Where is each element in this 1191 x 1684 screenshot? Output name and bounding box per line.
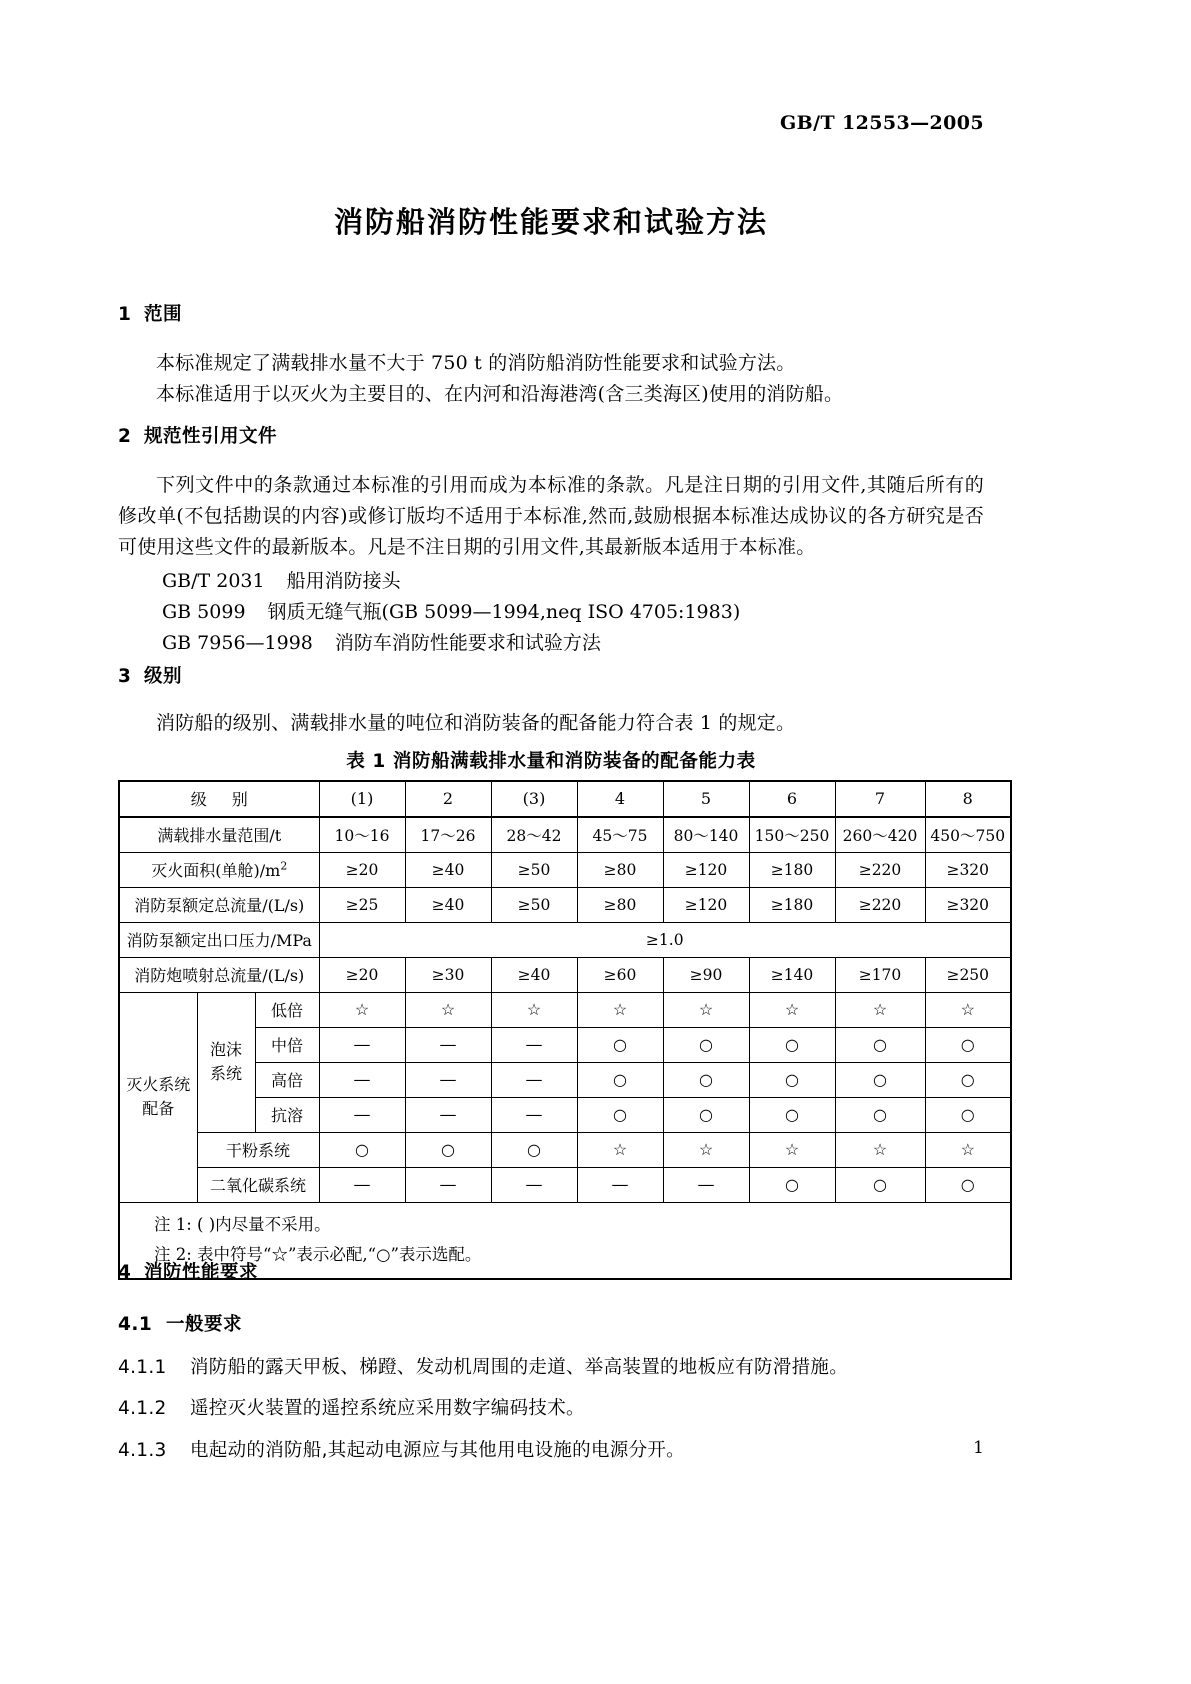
cell-displacement-4: 45～75: [577, 817, 663, 853]
cell-displacement-5: 80～140: [663, 817, 749, 853]
section-4-title: 消防性能要求: [144, 1262, 259, 1283]
cell-foam-medium-2: —: [405, 1027, 491, 1062]
cell-foam-medium-4: ○: [577, 1027, 663, 1062]
cell-dry-powder-1: ○: [319, 1132, 405, 1167]
reference-3-name: 消防车消防性能要求和试验方法: [334, 631, 601, 654]
row-label-extinguishing-system-group: [119, 992, 197, 1202]
section-1-heading: [118, 300, 984, 326]
row-label-displacement: 满载排水量范围/t: [119, 817, 319, 853]
cell-co2-8: ○: [925, 1167, 1011, 1202]
table-note-1: 注 1: ( )内尽量不采用。: [154, 1214, 331, 1234]
cell-foam-medium-3: —: [491, 1027, 577, 1062]
cell-fire-area-1: ≥20: [319, 852, 405, 887]
header-class-1: (1): [319, 781, 405, 817]
clause-4-1-2-text: 遥控灭火装置的遥控系统应采用数字编码技术。: [190, 1398, 585, 1420]
cell-foam-low-2: ☆: [405, 992, 491, 1027]
header-class-6: 6: [749, 781, 835, 817]
cell-co2-3: —: [491, 1167, 577, 1202]
cell-foam-ar-8: ○: [925, 1097, 1011, 1132]
row-label-dry-powder: 干粉系统: [197, 1132, 319, 1167]
header-class-2: 2: [405, 781, 491, 817]
table-row-monitor-flow: [119, 957, 1011, 992]
section-3-paragraph-1: 消防船的级别、满载排水量的吨位和消防装备的配备能力符合表 1 的规定。: [156, 712, 796, 734]
header-class-5: 5: [663, 781, 749, 817]
foam-label-line-1: 泡沫: [209, 1040, 242, 1060]
table-1-caption: 表 1 消防船满载排水量和消防装备的配备能力表: [346, 750, 756, 772]
normative-reference-2: [118, 597, 984, 628]
cell-foam-ar-1: —: [319, 1097, 405, 1132]
section-2-title: 规范性引用文件: [144, 426, 278, 447]
section-1-paragraph-1: 本标准规定了满载排水量不大于 750 t 的消防船消防性能要求和试验方法。: [156, 352, 796, 374]
table-row-co2: [119, 1167, 1011, 1202]
cell-pump-flow-8: ≥320: [925, 887, 1011, 922]
cell-pump-flow-7: ≥220: [835, 887, 925, 922]
cell-co2-4: —: [577, 1167, 663, 1202]
section-1-number: 1: [118, 304, 132, 325]
header-class-label: 级 别: [119, 781, 319, 817]
cell-foam-high-8: ○: [925, 1062, 1011, 1097]
header-class-4: 4: [577, 781, 663, 817]
cell-monitor-flow-6: ≥140: [749, 957, 835, 992]
group-label-line-2: 配备: [142, 1099, 175, 1119]
row-label-pump-pressure: 消防泵额定出口压力/MPa: [119, 922, 319, 957]
cell-foam-ar-5: ○: [663, 1097, 749, 1132]
cell-foam-ar-2: —: [405, 1097, 491, 1132]
header-class-8: 8: [925, 781, 1011, 817]
table-note-2: 注 2: 表中符号“☆”表示必配,“○”表示选配。: [154, 1245, 482, 1265]
cell-foam-ar-6: ○: [749, 1097, 835, 1132]
cell-monitor-flow-3: ≥40: [491, 957, 577, 992]
clause-4-1-2: [118, 1393, 984, 1424]
cell-pump-flow-4: ≥80: [577, 887, 663, 922]
cell-pump-flow-6: ≥180: [749, 887, 835, 922]
cell-co2-2: —: [405, 1167, 491, 1202]
normative-reference-1: [118, 566, 984, 597]
row-label-foam-high: 高倍: [255, 1062, 319, 1097]
cell-displacement-7: 260～420: [835, 817, 925, 853]
reference-1-code: GB/T 2031: [162, 570, 265, 593]
cell-foam-high-3: —: [491, 1062, 577, 1097]
reference-3-code: GB 7956—1998: [162, 631, 313, 654]
cell-fire-area-4: ≥80: [577, 852, 663, 887]
clause-4-1-2-number: 4.1.2: [118, 1398, 167, 1420]
document-title: 消防船消防性能要求和试验方法: [333, 205, 768, 239]
cell-pump-flow-1: ≥25: [319, 887, 405, 922]
section-4-1-number: 4.1: [118, 1314, 153, 1335]
row-label-pump-flow: 消防泵额定总流量/(L/s): [119, 887, 319, 922]
row-label-foam-medium: 中倍: [255, 1027, 319, 1062]
header-class-3: (3): [491, 781, 577, 817]
cell-foam-medium-6: ○: [749, 1027, 835, 1062]
clause-4-1-1-number: 4.1.1: [118, 1357, 167, 1378]
cell-foam-high-7: ○: [835, 1062, 925, 1097]
cell-co2-7: ○: [835, 1167, 925, 1202]
cell-displacement-1: 10～16: [319, 817, 405, 853]
cell-dry-powder-2: ○: [405, 1132, 491, 1167]
cell-monitor-flow-8: ≥250: [925, 957, 1011, 992]
section-4-number: 4: [118, 1262, 132, 1283]
reference-1-name: 船用消防接头: [286, 570, 401, 593]
cell-pump-flow-3: ≥50: [491, 887, 577, 922]
clause-4-1-3: [118, 1435, 984, 1466]
row-label-co2: 二氧化碳系统: [197, 1167, 319, 1202]
section-2-heading: [118, 422, 984, 448]
cell-foam-low-4: ☆: [577, 992, 663, 1027]
cell-monitor-flow-1: ≥20: [319, 957, 405, 992]
section-3-number: 3: [118, 666, 132, 687]
cell-foam-ar-7: ○: [835, 1097, 925, 1132]
clause-4-1-1: [118, 1352, 984, 1383]
cell-fire-area-3: ≥50: [491, 852, 577, 887]
row-label-foam-system: [197, 992, 255, 1132]
cell-foam-high-4: ○: [577, 1062, 663, 1097]
cell-foam-medium-5: ○: [663, 1027, 749, 1062]
section-2-paragraph-1: 下列文件中的条款通过本标准的引用而成为本标准的条款。凡是注日期的引用文件,其随后所有的修改单(不包括勘误的内容)或修订版均不适用于本标准,然而,鼓励根据本标准达成协议的各方研究是否可使用这些文件的最新版本。凡是不注日期的引用文件,其最新版本适用于本标准。: [118, 474, 984, 558]
cell-co2-6: ○: [749, 1167, 835, 1202]
cell-foam-low-6: ☆: [749, 992, 835, 1027]
cell-monitor-flow-2: ≥30: [405, 957, 491, 992]
cell-pump-flow-2: ≥40: [405, 887, 491, 922]
table-row-fire-area: [119, 852, 1011, 887]
cell-fire-area-8: ≥320: [925, 852, 1011, 887]
cell-foam-high-2: —: [405, 1062, 491, 1097]
cell-foam-low-8: ☆: [925, 992, 1011, 1027]
section-2-number: 2: [118, 426, 132, 447]
cell-monitor-flow-4: ≥60: [577, 957, 663, 992]
cell-monitor-flow-5: ≥90: [663, 957, 749, 992]
section-1-title: 范围: [144, 304, 183, 325]
cell-dry-powder-3: ○: [491, 1132, 577, 1167]
cell-foam-high-1: —: [319, 1062, 405, 1097]
cell-displacement-6: 150～250: [749, 817, 835, 853]
cell-monitor-flow-7: ≥170: [835, 957, 925, 992]
cell-foam-low-1: ☆: [319, 992, 405, 1027]
cell-pump-flow-5: ≥120: [663, 887, 749, 922]
cell-displacement-8: 450～750: [925, 817, 1011, 853]
cell-foam-high-5: ○: [663, 1062, 749, 1097]
table-1-capability-table: [118, 780, 1012, 1280]
row-label-foam-low: 低倍: [255, 992, 319, 1027]
header-class-7: 7: [835, 781, 925, 817]
foam-label-line-2: 系统: [209, 1064, 242, 1084]
normative-reference-3: [118, 628, 984, 659]
section-3-title: 级别: [144, 666, 183, 687]
table-row-dry-powder: [119, 1132, 1011, 1167]
cell-foam-medium-1: —: [319, 1027, 405, 1062]
cell-fire-area-6: ≥180: [749, 852, 835, 887]
cell-co2-1: —: [319, 1167, 405, 1202]
running-header-standard-number: GB/T 12553—2005: [780, 112, 984, 134]
clause-4-1-1-text: 消防船的露天甲板、梯蹬、发动机周围的走道、举高装置的地板应有防滑措施。: [190, 1357, 849, 1378]
cell-foam-ar-4: ○: [577, 1097, 663, 1132]
table-row-pump-pressure: [119, 922, 1011, 957]
cell-displacement-3: 28～42: [491, 817, 577, 853]
cell-foam-low-7: ☆: [835, 992, 925, 1027]
section-4-1-title: 一般要求: [166, 1314, 243, 1335]
cell-dry-powder-6: ☆: [749, 1132, 835, 1167]
cell-displacement-2: 17～26: [405, 817, 491, 853]
cell-foam-low-3: ☆: [491, 992, 577, 1027]
row-label-monitor-flow: 消防炮喷射总流量/(L/s): [119, 957, 319, 992]
section-4-heading: [118, 1258, 984, 1284]
table-row-pump-flow: [119, 887, 1011, 922]
clause-4-1-3-number: 4.1.3: [118, 1439, 167, 1461]
table-row-displacement: [119, 817, 1011, 853]
section-3-heading: [118, 662, 984, 688]
cell-fire-area-2: ≥40: [405, 852, 491, 887]
reference-2-name: 钢质无缝气瓶(GB 5099—1994,neq ISO 4705:1983): [267, 601, 741, 624]
cell-foam-low-5: ☆: [663, 992, 749, 1027]
clause-4-1-3-text: 电起动的消防船,其起动电源应与其他用电设施的电源分开。: [190, 1439, 685, 1461]
page-number: 1: [973, 1438, 984, 1458]
cell-dry-powder-7: ☆: [835, 1132, 925, 1167]
reference-2-code: GB 5099: [162, 601, 246, 624]
cell-co2-5: —: [663, 1167, 749, 1202]
table-header-row: [119, 781, 1011, 817]
group-label-line-1: 灭火系统: [126, 1075, 191, 1095]
cell-foam-medium-7: ○: [835, 1027, 925, 1062]
cell-dry-powder-4: ☆: [577, 1132, 663, 1167]
cell-fire-area-7: ≥220: [835, 852, 925, 887]
row-label-fire-area: 灭火面积(单舱)$/m^2$: [119, 852, 319, 887]
cell-fire-area-5: ≥120: [663, 852, 749, 887]
cell-foam-high-6: ○: [749, 1062, 835, 1097]
cell-dry-powder-8: ☆: [925, 1132, 1011, 1167]
cell-pump-pressure-all: ≥1.0: [319, 922, 1011, 957]
row-label-foam-alcohol-resistant: 抗溶: [255, 1097, 319, 1132]
table-row-foam-low: [119, 992, 1011, 1027]
section-4-1-heading: [118, 1310, 984, 1336]
cell-foam-ar-3: —: [491, 1097, 577, 1132]
section-1-paragraph-2: 本标准适用于以灭火为主要目的、在内河和沿海港湾(含三类海区)使用的消防船。: [156, 382, 844, 405]
cell-dry-powder-5: ☆: [663, 1132, 749, 1167]
cell-foam-medium-8: ○: [925, 1027, 1011, 1062]
